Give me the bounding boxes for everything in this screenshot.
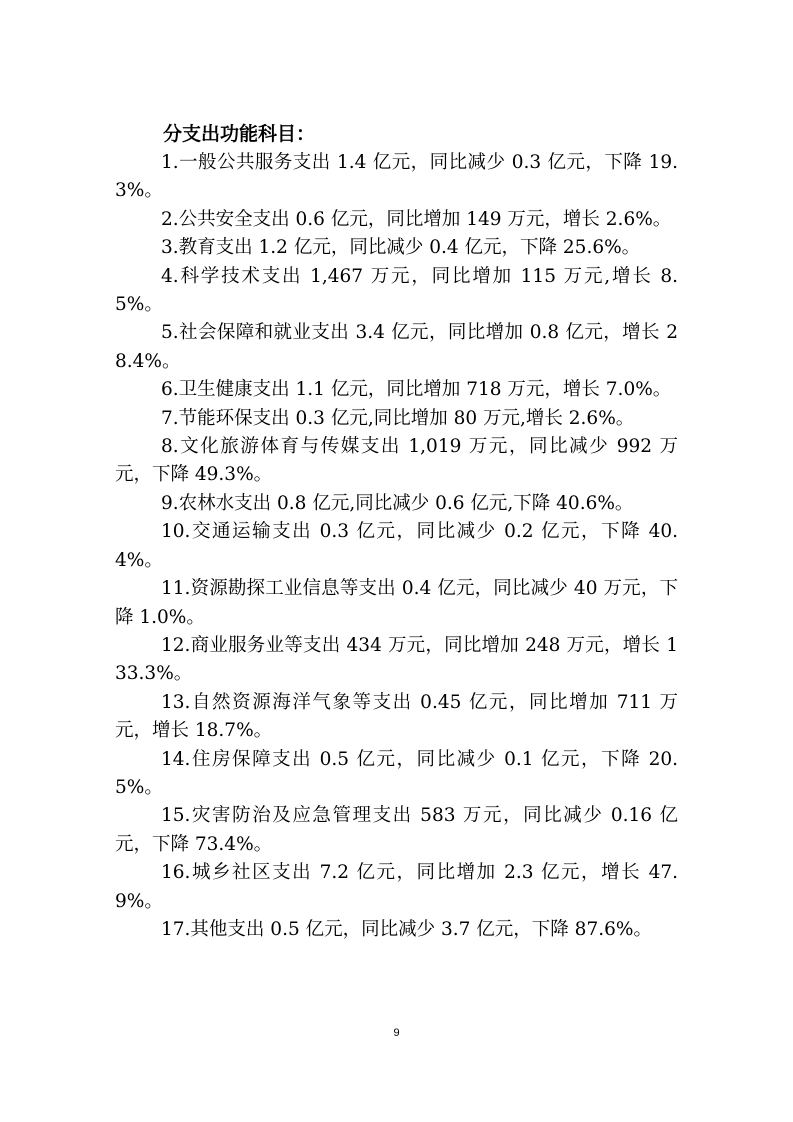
list-item-1: 1.一般公共服务支出 1.4 亿元，同比减少 0.3 亿元，下降 19.3%。: [115, 152, 678, 202]
list-item-3: 3.教育支出 1.2 亿元，同比减少 0.4 亿元，下降 25.6%。: [161, 237, 641, 259]
list-item-17: 17.其他支出 0.5 亿元，同比减少 3.7 亿元，下降 87.6%。: [161, 918, 652, 940]
list-item-13: 13.自然资源海洋气象等支出 0.45 亿元，同比增加 711 万元，增长 18.7%。: [115, 691, 678, 742]
list-item-6: 6.卫生健康支出 1.1 亿元，同比增加 718 万元，增长 7.0%。: [161, 379, 672, 401]
list-item-2: 2.公共安全支出 0.6 亿元，同比增加 149 万元，增长 2.6%。: [161, 208, 672, 230]
list-item-4: 4.科学技术支出 1,467 万元，同比增加 115 万元,增长 8.5%。: [115, 265, 678, 316]
list-item-15: 15.灾害防治及应急管理支出 583 万元，同比减少 0.16 亿元，下降 73.4%。: [115, 805, 678, 855]
list-item-11: 11.资源勘探工业信息等支出 0.4 亿元，同比减少 40 万元，下降 1.0%。: [115, 578, 678, 628]
list-item-16: 16.城乡社区支出 7.2 亿元，同比增加 2.3 亿元，增长 47.9%。: [115, 862, 678, 912]
list-item-12: 12.商业服务业等支出 434 万元，同比增加 248 万元，增长 133.3%。: [115, 634, 678, 685]
list-item-9: 9.农林水支出 0.8 亿元,同比减少 0.6 亿元,下降 40.6%。: [161, 492, 634, 514]
page-number: 9: [393, 1027, 400, 1039]
list-item-5: 5.社会保障和就业支出 3.4 亿元，同比增加 0.8 亿元，增长 28.4%。: [115, 322, 678, 372]
document-body: [115, 120, 678, 944]
list-item-8: 8.文化旅游体育与传媒支出 1,019 万元，同比减少 992 万元，下降 49.3%。: [115, 436, 678, 486]
list-item-10: 10.交通运输支出 0.3 亿元，同比减少 0.2 亿元，下降 40.4%。: [115, 521, 678, 571]
list-item-14: 14.住房保障支出 0.5 亿元，同比减少 0.1 亿元，下降 20.5%。: [115, 748, 678, 798]
section-heading: 分支出功能科目：: [163, 123, 316, 145]
list-item-7: 7.节能环保支出 0.3 亿元,同比增加 80 万元,增长 2.6%。: [161, 407, 635, 429]
